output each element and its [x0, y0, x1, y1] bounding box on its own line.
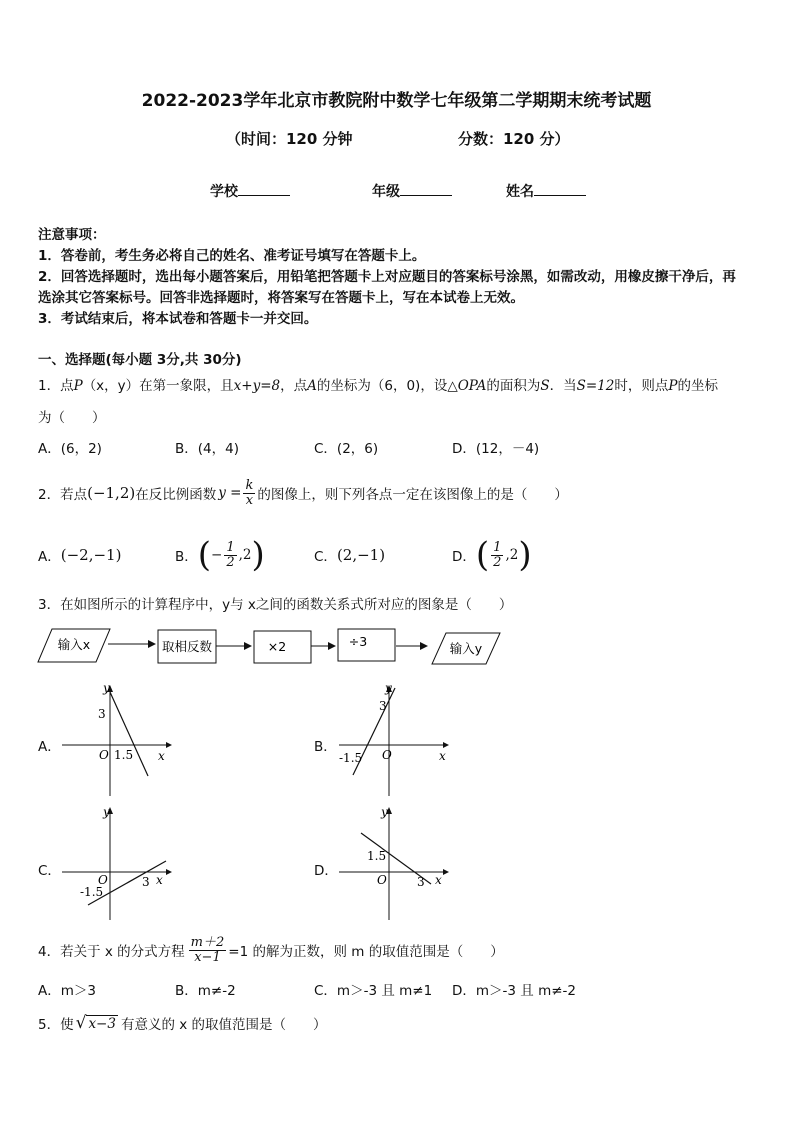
q2-text: 2．若点 [38, 487, 88, 503]
x-axis-arrow [166, 742, 172, 748]
q2-frac-num: 1 [226, 539, 235, 555]
q4-stem [38, 928, 504, 972]
q2-frac-num: 1 [493, 539, 502, 555]
q1-option-d: D．(12，－4) [452, 441, 540, 457]
y-intercept-label: 1.5 [367, 849, 387, 863]
notice-item-1: 1．答卷前，考生务必将自己的姓名、准考证号填写在答题卡上。 [38, 248, 426, 264]
x-axis-label: x [158, 749, 165, 763]
y-axis-label: y [381, 805, 388, 819]
q1-text: ．当 [549, 378, 577, 394]
q4-frac-den: x−1 [194, 949, 221, 965]
q2-fraction [243, 479, 255, 507]
q2-text: 在反比例函数 [135, 487, 217, 503]
grade-blank [400, 181, 452, 196]
name-blank [534, 181, 586, 196]
x-intercept-label: 3 [417, 875, 425, 889]
school-blank [238, 181, 290, 196]
flow-negate-label: 取相反数 [161, 639, 213, 654]
right-paren: ) [518, 535, 532, 575]
q1-text: ，点 [280, 378, 308, 394]
notice-heading: 注意事项： [38, 227, 106, 243]
q3-option-d-label: D． [314, 863, 338, 879]
q4-option-b: B．m≠-2 [175, 983, 236, 999]
x-intercept-label: 3 [142, 875, 150, 889]
x-axis-label: x [439, 749, 446, 763]
q1-text: 的坐标为（6，0)，设△ [316, 378, 458, 394]
q2-option-a [38, 533, 121, 577]
exam-time: （时间：120 分钟 [226, 130, 353, 148]
q2-point: (−1,2) [87, 484, 136, 502]
name-field [506, 181, 586, 201]
x-axis-arrow [443, 742, 449, 748]
q1-option-b: B．(4，4) [175, 441, 239, 457]
q4-frac-num: m＋2 [190, 934, 225, 950]
grade-field [372, 181, 452, 201]
section-heading: 一、选择题(每小题 3分,共 30分) [38, 352, 242, 368]
q2-frac-den: 2 [493, 554, 502, 570]
y-intercept-label: 3 [379, 699, 387, 713]
q1-stem [38, 374, 718, 394]
q3-option-c-label: C． [38, 863, 61, 879]
name-label: 姓名 [506, 184, 534, 200]
exam-title: 2022-2023学年北京市教院附中数学七年级第二学期期末统考试题 [141, 91, 652, 111]
y-intercept-label: -1.5 [80, 885, 104, 899]
q1-text: 的面积为 [486, 378, 541, 394]
q2-text: 的图像上，则下列各点一定在该图像上的是（ ） [257, 487, 568, 503]
q2-option-d [452, 533, 532, 577]
q2-stem [38, 471, 568, 515]
q1-var-s: S [540, 378, 550, 394]
q3-graph-a [58, 680, 178, 800]
notice-item-2: 2．回答选择题时，选出每小题答案后，用铅笔把答题卡上对应题目的答案标号涂黑，如需改动，用橡皮擦干净后，再 [38, 269, 736, 285]
q5-radicand: x−3 [88, 1015, 116, 1032]
flow-divide-label: ÷3 [348, 634, 368, 649]
origin-label: O [98, 873, 108, 887]
q5-stem [38, 1011, 327, 1035]
q3-flowchart [30, 622, 510, 672]
origin-label: O [382, 748, 392, 762]
q1-area-value: S=12 [576, 378, 615, 394]
notice-item-2-cont: 选涂其它答案标号。回答非选择题时，将答案写在答题卡上，写在本试卷上无效。 [38, 290, 524, 306]
q1-text: 1．点 [38, 378, 74, 394]
q2-option-label: D． [452, 549, 476, 565]
q2-option-label: A． [38, 549, 61, 565]
q4-option-a: A．m＞3 [38, 983, 96, 999]
q1-text: 在第一象限，且 [139, 378, 234, 394]
flow-input-label: 输入x [57, 637, 91, 652]
q1-var-p: P [73, 378, 83, 394]
q1-option-c: C．(2，6) [314, 441, 379, 457]
q4-option-d: D．m＞-3 且 m≠-2 [452, 983, 577, 999]
q1-text: 的坐标 [677, 378, 718, 394]
q2-option-label: C． [314, 549, 337, 565]
q4-text: =1 的解为正数，则 m 的取值范围是（ ） [228, 944, 504, 960]
q1-var-a: A [307, 378, 317, 394]
q3-graph-d [335, 800, 455, 925]
q4-fraction [189, 936, 227, 964]
school-field [210, 181, 290, 201]
left-paren: ( [475, 535, 490, 575]
x-axis-label: x [435, 873, 442, 887]
q1-coords: （x，y） [82, 378, 140, 394]
q2-option-sign: − [211, 547, 223, 563]
q5-text: 有意义的 x 的取值范围是（ ） [120, 1017, 327, 1033]
x-intercept-label: 1.5 [114, 748, 134, 762]
q2-option-value: (−2,−1) [60, 546, 122, 564]
x-axis-arrow [443, 869, 449, 875]
y-axis-label: y [103, 681, 110, 695]
y-intercept-label: 3 [98, 707, 106, 721]
right-paren: ) [251, 535, 265, 575]
q1-triangle: OPA [457, 378, 487, 394]
q3-graph-c [58, 800, 178, 925]
school-label: 学校 [210, 184, 238, 200]
flow-output-label: 输入y [449, 641, 483, 656]
notice-item-3: 3．考试结束后，将本试卷和答题卡一并交回。 [38, 311, 318, 327]
q2-frac-den: 2 [226, 554, 235, 570]
x-axis-arrow [166, 869, 172, 875]
q2-option-label: B． [175, 549, 198, 565]
y-axis-label: y [103, 805, 110, 819]
q2-option-value: (2,−1) [336, 546, 386, 564]
q2-func: y = [218, 485, 242, 501]
q3-stem: 3．在如图所示的计算程序中，y与 x之间的函数关系式所对应的图象是（ ） [38, 597, 513, 613]
origin-label: O [99, 748, 109, 762]
q2-option-value: ,2 [238, 547, 252, 563]
q1-text: 时，则点 [614, 378, 669, 394]
q3-option-a-label: A． [38, 739, 61, 755]
q1-var-p: P [668, 378, 678, 394]
q2-option-c [314, 533, 385, 577]
x-intercept-label: -1.5 [339, 751, 363, 765]
graph-line [110, 692, 148, 776]
y-axis-label: y [385, 681, 392, 695]
q1-option-a: A．(6，2) [38, 441, 102, 457]
left-paren: ( [197, 535, 212, 575]
q2-option-fraction [491, 541, 503, 569]
flow-multiply-label: ×2 [267, 639, 287, 654]
q3-graph-b [335, 680, 455, 800]
origin-label: O [377, 873, 387, 887]
q2-frac-den: x [245, 492, 254, 508]
q2-option-b [175, 533, 265, 577]
grade-label: 年级 [372, 184, 400, 200]
q4-text: 4．若关于 x 的分式方程 [38, 944, 185, 960]
q1-condition: x+y=8 [233, 378, 281, 394]
q2-option-value: ,2 [505, 547, 519, 563]
q1-stem-cont: 为（ ） [38, 410, 106, 426]
sqrt-icon: √ [75, 1013, 87, 1033]
q2-frac-num: k [245, 477, 254, 493]
q5-text: 5．使 [38, 1017, 74, 1033]
q2-option-fraction [224, 541, 236, 569]
exam-score: 分数：120 分） [458, 130, 570, 148]
q4-option-c: C．m＞-3 且 m≠1 [314, 983, 433, 999]
q3-option-b-label: B． [314, 739, 337, 755]
x-axis-label: x [156, 873, 163, 887]
